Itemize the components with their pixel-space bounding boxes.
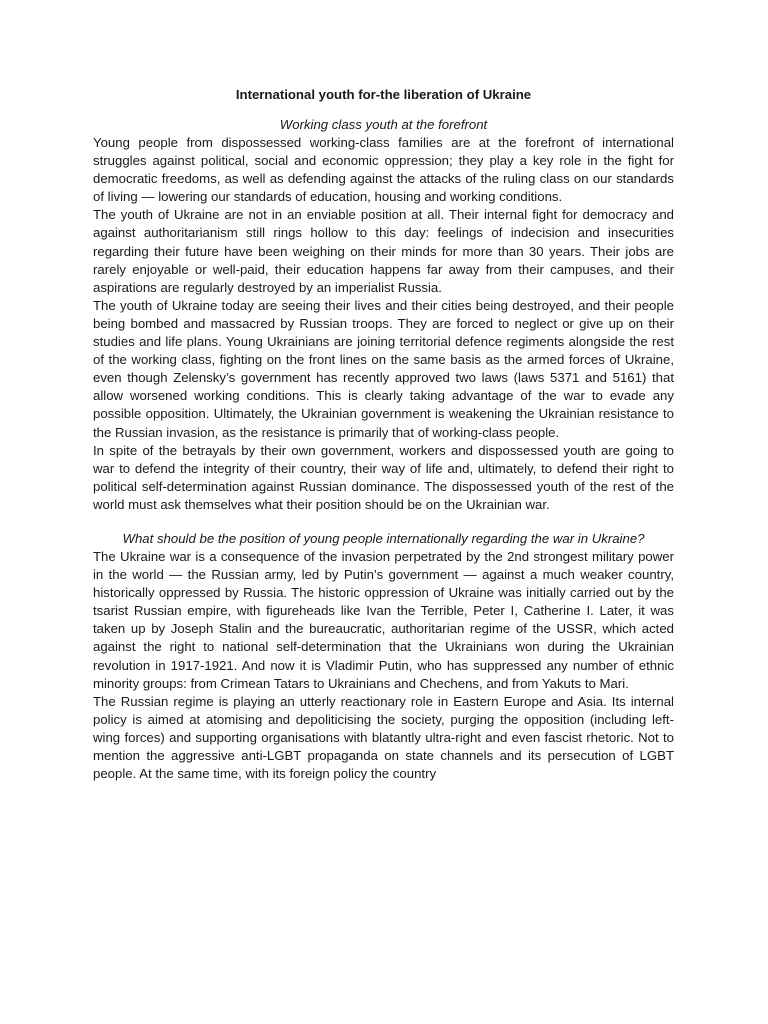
paragraph: The youth of Ukraine today are seeing their lives and their cities being destroyed, and their people being bombed and massacred by Russian troops. They are forced to neglect or give up on their studies and life plans. Young Ukrainians are joining territorial defence regiments alongside the rest of the working class, fighting on the front lines on the same basis as the armed forces of Ukraine, even though Zelensky’s government has recently approved two laws (laws 5371 and 5161) that allow worsened working conditions. This is clearly taking advantage of the war to evade any possible opposition. Ultimately, the Ukrainian government is weakening the Ukrainian resistance to the Russian invasion, as the resistance is primarily that of working-class people. (93, 297, 674, 440)
document-title: International youth for-the liberation of Ukraine (235, 87, 532, 102)
paragraph: The Ukraine war is a consequence of the invasion perpetrated by the 2nd strongest military power in the world — the Russian army, led by Putin’s government — against a much weaker country, historically oppressed by Russia. The historic oppression of Ukraine was initially carried out by the tsarist Russian empire, with figureheads like Ivan the Terrible, Peter I, Catherine I. Later, it was taken up by Joseph Stalin and the bureaucratic, authoritarian regime of the USSR, which acted against the right to national self-determination that the Ukrainians won during the Ukrainian revolution in 1917-1921. And now it is Vladimir Putin, who has suppressed any number of ethnic minority groups: from Crimean Tatars to Ukrainians and Chechens, and from Yakuts to Mari. (93, 548, 674, 691)
section-heading: What should be the position of young people internationally regarding the war in Ukraine? (122, 530, 645, 546)
paragraph: Young people from dispossessed working-class families are at the forefront of international struggles against political, social and economic oppression; they play a key role in the fight for democratic freedoms, as well as defending against the attacks of the ruling class on our standards of living — lowering our standards of education, housing and working conditions. (93, 135, 674, 205)
paragraph: The Russian regime is playing an utterly reactionary role in Eastern Europe and Asia. Its internal policy is aimed at atomising and depoliticising the society, purging the opposition (including left-wing forces) and supporting organisations with blatantly ultra-right and even fascist rhetoric. Not to mention the aggressive anti-LGBT propaganda on state channels and its persecution of LGBT people. At the same time, with its foreign policy the country (93, 693, 674, 782)
document-page (93, 86, 674, 783)
paragraph: The youth of Ukraine are not in an enviable position at all. Their internal fight for democracy and against authoritarianism still rings hollow to this day: feelings of indecision and insecurities regarding their future have been weighing on their minds for more than 30 years. Their jobs are rarely enjoyable or well-paid, their education happens far away from their campuses, and their aspirations are regularly destroyed by an imperialist Russia. (93, 207, 674, 295)
paragraph: In spite of the betrayals by their own government, workers and dispossessed youth are going to war to defend the integrity of their country, their way of life and, ultimately, to defend their right to political self-determination against Russian dominance. The dispossessed youth of the rest of the world must ask themselves what their position should be on the Ukrainian war. (93, 442, 674, 512)
document-subtitle: Working class youth at the forefront (279, 117, 488, 132)
